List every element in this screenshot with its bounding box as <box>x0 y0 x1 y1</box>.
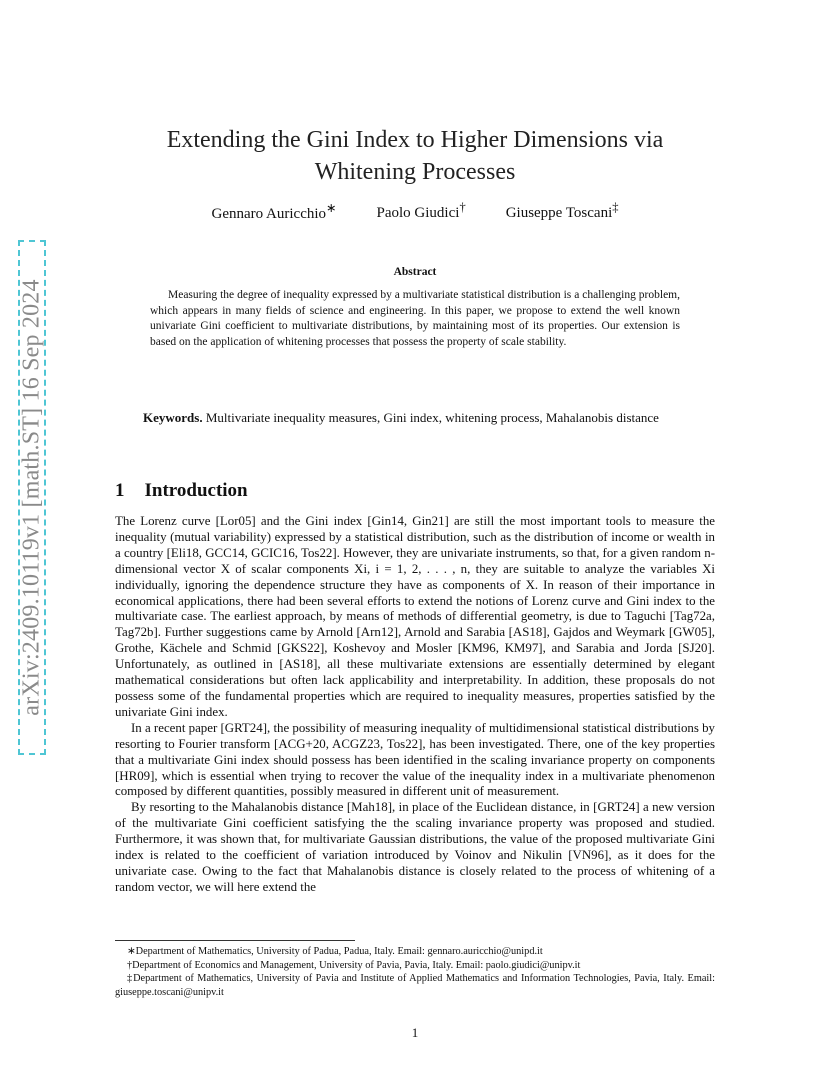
author-list <box>115 200 715 223</box>
author: Giuseppe Toscani‡ <box>505 200 619 221</box>
footnotes <box>115 945 715 999</box>
keywords <box>115 409 715 426</box>
arxiv-id: arXiv:2409.10119v1 [math.ST] 16 Sep 2024 <box>18 279 45 716</box>
arxiv-stamp <box>18 240 46 755</box>
abstract-text: Measuring the degree of inequality expressed by a multivariate statistical distribution is a challenging problem, which appears in many fields of science and engineering. In this paper, we propose to extend the well known univariate Gini coefficient to multivariate distributions, by maintaining most of its properties. Our extension is based on the application of whitening processes that possess the property of scale stability. <box>150 289 680 348</box>
title-line-1: Extending the Gini Index to Higher Dimensions via <box>166 127 664 153</box>
author: Paolo Giudici† <box>376 200 466 221</box>
paper-title <box>115 124 715 188</box>
abstract-heading: Abstract <box>393 266 437 278</box>
section-number: 1 <box>115 480 125 501</box>
body-text <box>115 514 715 896</box>
paragraph: The Lorenz curve [Lor05] and the Gini index [Gin14, Gin21] are still the most important tools to measure the inequality (mutual variability) expressed by a statistical distribution, such as the distribution of income or wealth in a country [Eli18, GCC14, GCIC16, Tos22]. However, they are univariate instruments, so that, for a given random n-dimensional vector X of scalar components Xi, i = 1, 2, . . . , n, they are suitable to analyze the variables Xi individually, ignoring the dependence structure they have as components of X. In reason of their importance in economical applications, there had been several efforts to extend the notions of Lorenz curve and Gini index to the multivariate case. The earliest approach, by means of methods of differential geometry, is due to Taguchi [Tag72a, Tag72b]. Further suggestions came by Arnold [Arn12], Arnold and Sarabia [AS18], Gajdos and Weymark [GW05], Grothe, Kächele and Schmid [GKS22], Koshevoy and Mosler [KM96, KM97], and Sarabia and Jorda [SJ20]. Unfortunately, as outlined in [AS18], all these multivariate extensions are essentially determined by elegant mathematical considerations but often lack applicability and interpretability. In addition, these proposals do not possess some of the fundamental properties which are required to inequality measures, properties satisfied by the univariate Gini index. <box>115 514 715 719</box>
page-number: 1 <box>411 1025 419 1040</box>
footnote: †Department of Economics and Management, University of Pavia, Pavia, Italy. Email: paolo.giudici@unipv.it <box>127 959 581 971</box>
section-title: Introduction <box>144 480 248 501</box>
section-heading <box>115 480 248 502</box>
title-line-2: Whitening Processes <box>314 159 516 185</box>
paragraph: By resorting to the Mahalanobis distance [Mah18], in place of the Euclidean distance, in [GRT24] a new version of the multivariate Gini coefficient satisfying the the scaling invariance property was proposed and studied. Furthermore, it was shown that, for multivariate Gaussian distributions, the value of the proposed multivariate Gini index is related to the coefficient of variation introduced by Voinov and Nikulin [VN96], as it does for the univariate case. Owing to the fact that Mahalanobis distance is closely related to the process of whitening of a random vector, we will here extend the <box>115 800 715 894</box>
author: Gennaro Auricchio∗ <box>211 201 337 222</box>
footnote: ‡Department of Mathematics, University of Pavia and Institute of Applied Mathematics and Information Technologies, Pavia, Italy. Email: giuseppe.toscani@unipv.it <box>115 973 715 998</box>
footnote: ∗Department of Mathematics, University of Padua, Padua, Italy. Email: gennaro.auricchio@unipd.it <box>127 946 543 957</box>
paragraph: In a recent paper [GRT24], the possibility of measuring inequality of multidimensional statistical distributions by resorting to Fourier transform [ACG+20, ACGZ23, Tos22], has been investigated. There, one of the key properties that a multivariate Gini index should possess has been identified in the scaling invariance property on components [HR09], which is essential when trying to recover the value of the inequality index in a multivariate phenomenon composed by different quantities, possibly measured in different unit of measurement. <box>115 720 715 799</box>
footnote-rule <box>115 940 355 941</box>
keywords-label: Keywords. <box>143 410 203 425</box>
keywords-text: Multivariate inequality measures, Gini index, whitening process, Mahalanobis distance <box>205 410 659 425</box>
